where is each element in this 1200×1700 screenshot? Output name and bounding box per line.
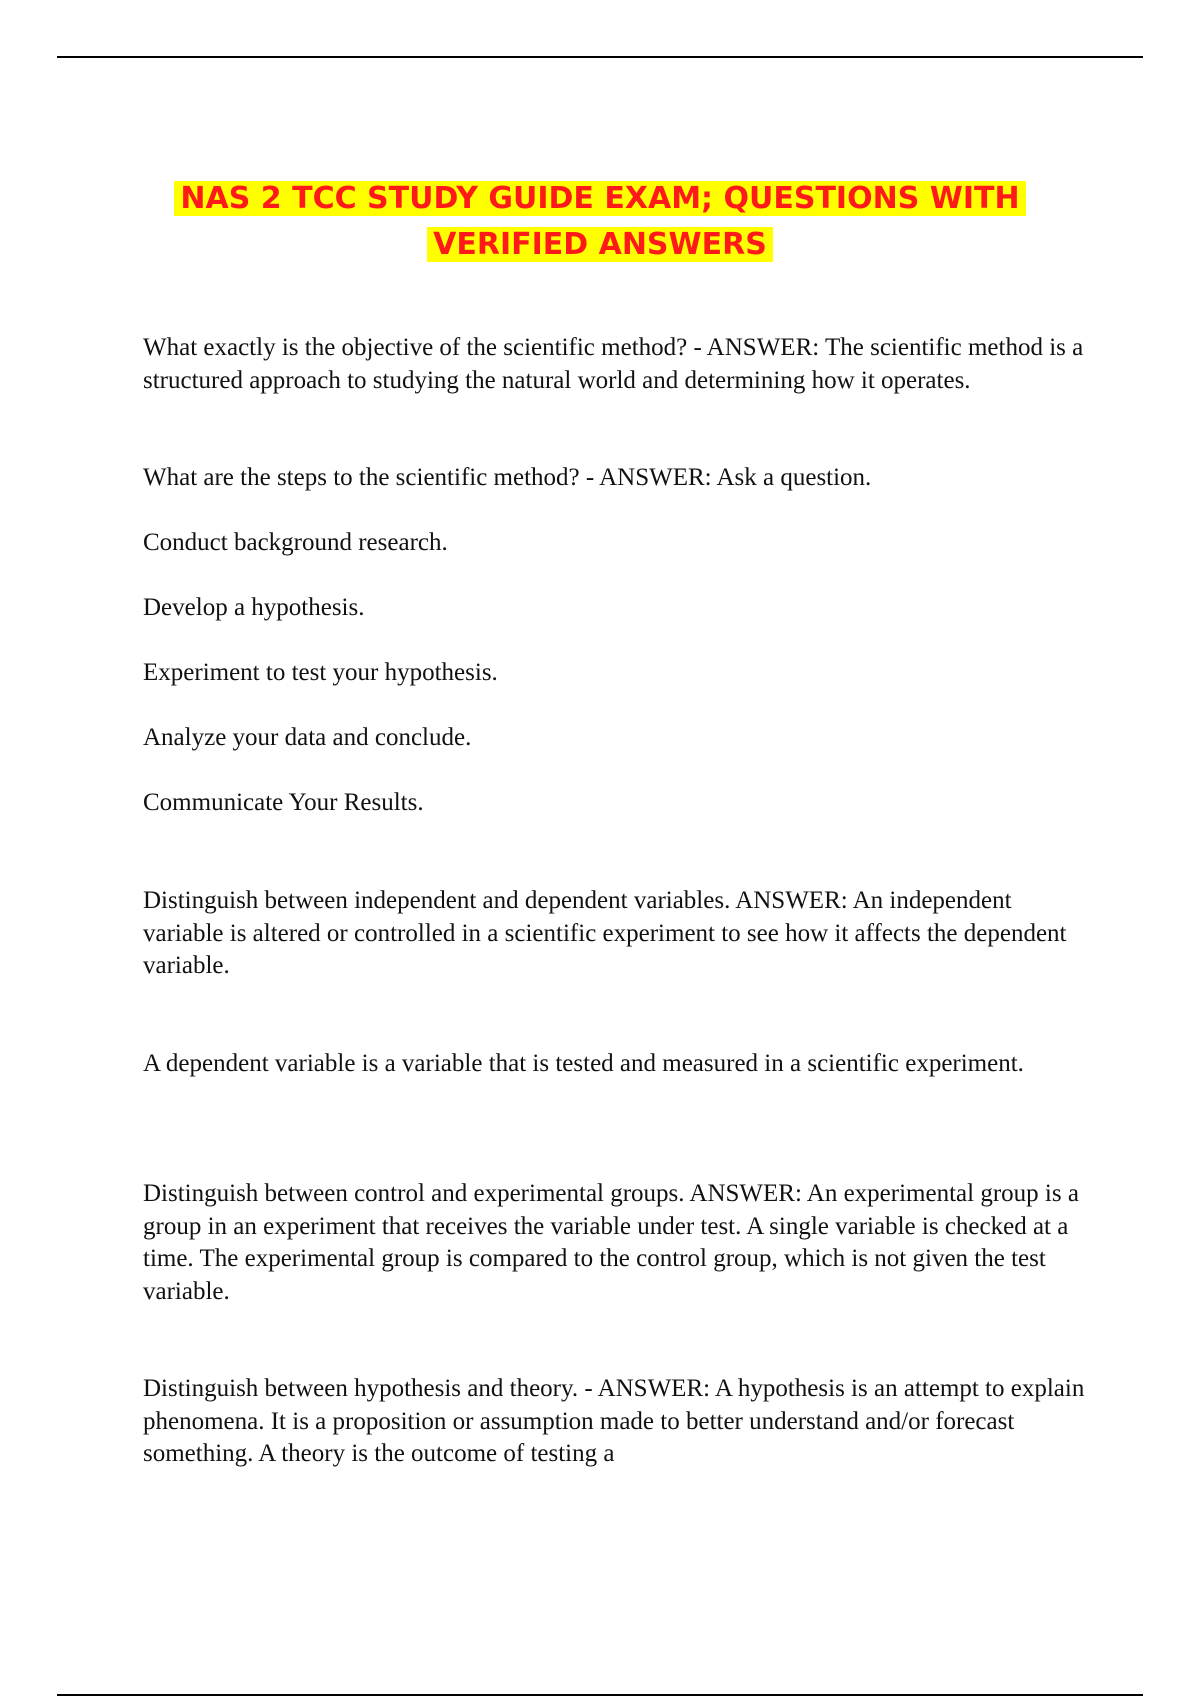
paragraph-hypothesis-theory: Distinguish between hypothesis and theory. - ANSWER: A hypothesis is an attempt to explain phenomena. It is a proposition or assumption made to better understand and/or forecast something. A theory is the outcome of testing a (143, 1375, 1085, 1467)
top-rule (57, 56, 1143, 58)
paragraph-independent-dependent: Distinguish between independent and dependent variables. ANSWER: An independent variable is altered or controlled in a scientific experiment to see how it affects the dependent variable. (143, 887, 1067, 979)
title-line-1: NAS 2 TCC STUDY GUIDE EXAM; QUESTIONS WITH (174, 181, 1025, 216)
paragraph-step-analyze: Analyze your data and conclude. (143, 724, 472, 751)
paragraph-dependent-variable: A dependent variable is a variable that is tested and measured in a scientific experiment. (143, 1050, 1024, 1077)
paragraph-step-hypothesis: Develop a hypothesis. (143, 594, 365, 621)
paragraph-step-experiment: Experiment to test your hypothesis. (143, 659, 498, 686)
bottom-rule (57, 1694, 1143, 1696)
title-line-2: VERIFIED ANSWERS (427, 227, 773, 262)
paragraph-step-research: Conduct background research. (143, 529, 448, 556)
document-title (100, 176, 1100, 268)
paragraph-scientific-method-steps: What are the steps to the scientific method? - ANSWER: Ask a question. (143, 464, 872, 491)
paragraph-step-communicate: Communicate Your Results. (143, 789, 424, 816)
paragraph-control-experimental: Distinguish between control and experimental groups. ANSWER: An experimental group is a group in an experiment that receives the variable under test. A single variable is checked at a time. The experimental group is compared to the control group, which is not given the test variable. (143, 1180, 1079, 1305)
paragraph-scientific-method-objective: What exactly is the objective of the scientific method? - ANSWER: The scientific method is a structured approach to studying the natural world and determining how it operates. (143, 334, 1084, 394)
